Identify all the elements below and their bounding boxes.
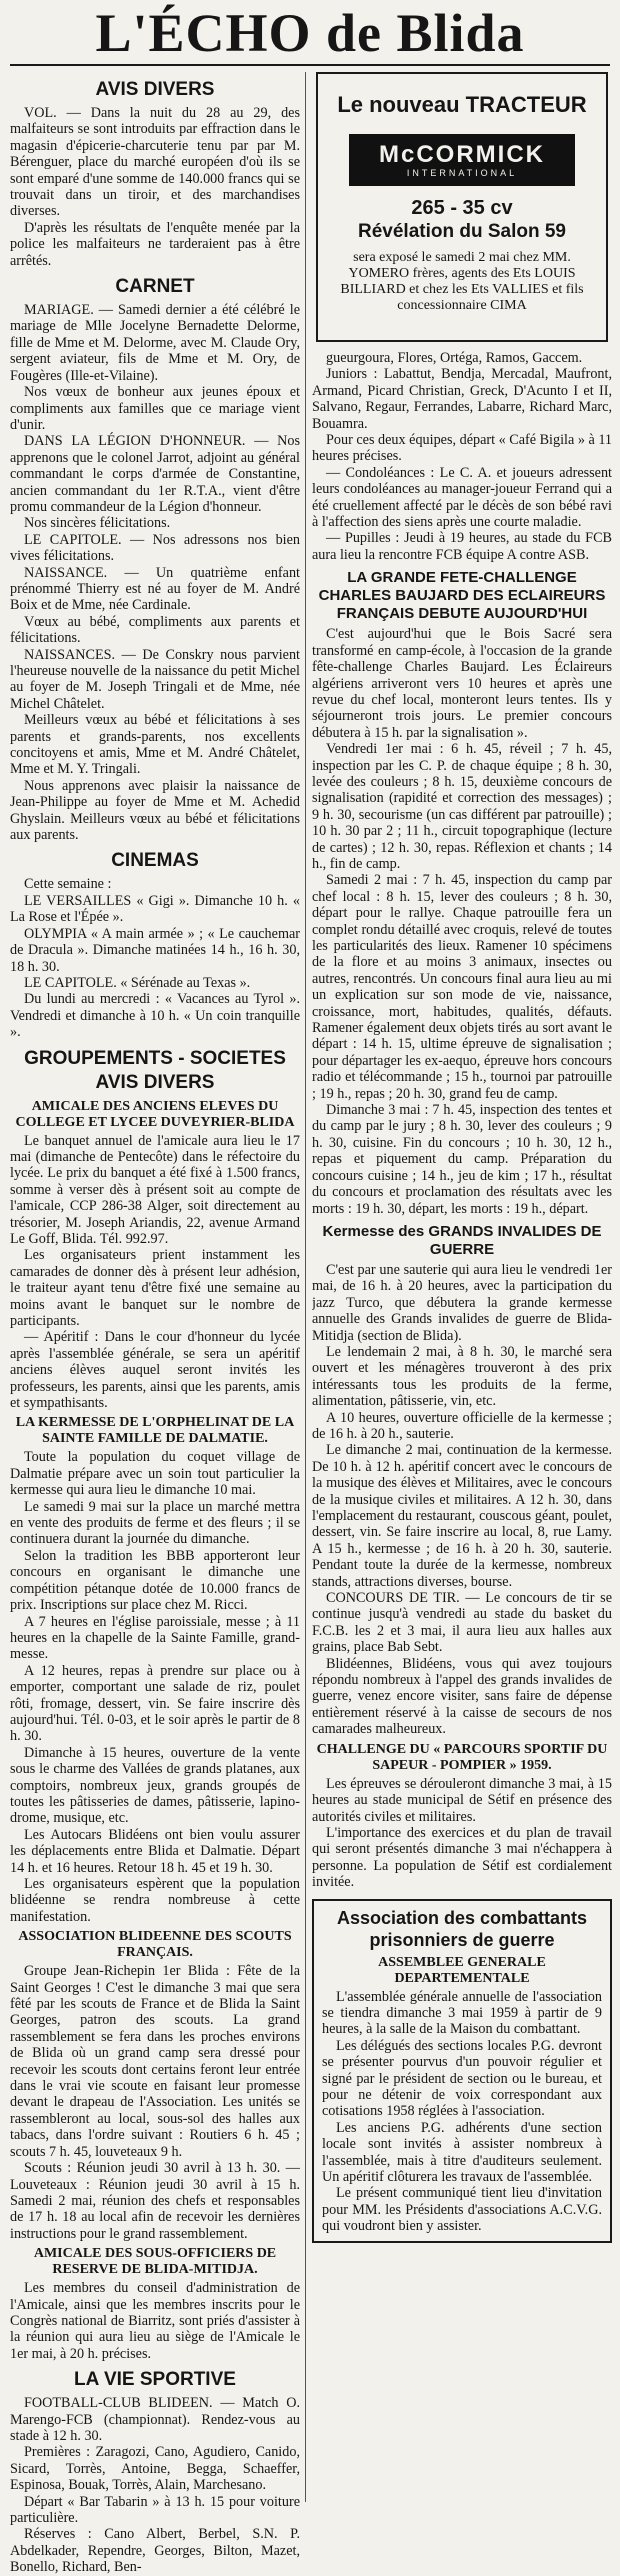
paragraph: Nos vœux de bonheur aux jeunes époux et compliments aux familles que ce mariage vient d'unir. — [10, 384, 300, 433]
section-heading: CINEMAS — [111, 850, 199, 872]
subheading: LA KERMESSE DE L'ORPHELINAT DE LA SAINTE FAMILLE DE DALMATIE. — [15, 1415, 295, 1447]
paragraph: Le banquet annuel de l'amicale aura lieu le 17 mai (dimanche de Pentecôte) dans le réfectoire du lycée. Le prix du banquet a été fixé à 1.500 francs, somme à verser dès à présent soit au compte de l'amicale, CCP 286-38 Alger, soit directement au trésorier, M. Joseph Ariandis, 22, avenue Armand Le Goff, Blida. Tél. 992.97. — [10, 1132, 300, 1247]
paragraph: Les délégués des sections locales P.G. devront se présenter pourvus d'un pouvoir régulier et signé par le président de section ou le bureau, et pour ne détenir de voix correspondant aux cotisations 1958 réglées à l'association. — [322, 2037, 602, 2120]
paragraph: Les épreuves se dérouleront dimanche 3 mai, à 15 heures au stade municipal de Sétif en présence des autorités civiles et militaires. — [312, 1775, 612, 1825]
paragraph: Dimanche 3 mai : 7 h. 45, inspection des tentes et du camp par le jury ; 8 h. 30, lever des couleurs ; 9 h. 30, cuisine. Fin du concours ; 10 h. 30, 12 h., repas et piquement du camp. Préparation du concours cuisine ; 14 h., jeu de kim ; 17 h., résultat du concours et proclamation des résultats avec les morts : 19 h. 30, départ, les morts : 19 h., départ. — [312, 1102, 612, 1217]
paragraph: Le dimanche 2 mai, continuation de la kermesse. De 10 h. à 12 h. apéritif concert avec le concours de la musique des élèves et Militaires, avec le concours de la musique civiles et militaires. A 12 h. 30, dans l'emplacement du restaurant, couscous géant, poulet, dessert, vin. Se faire inscrire au local, 8, rue Lamy. A 15 h., kermesse ; de 16 h. à 20 h. 30, sauterie. Pendant toute la durée de la kermesse, nombreux stands, attractions diverses, bourse. — [312, 1442, 612, 1590]
ad-text: sera exposé le samedi 2 mai chez MM. YOMERO frères, agents des Ets LOUIS BILLIARD et chez les Ets VALLIES et fils concessionnaire CIMA — [340, 250, 584, 313]
section-heading: LA VIE SPORTIVE — [74, 2369, 236, 2391]
column-right-body — [312, 350, 612, 1891]
paragraph: A 10 heures, ouverture officielle de la kermesse ; de 16 h. à 20 h., sauterie. — [312, 1409, 612, 1442]
tractor-advertisement — [316, 72, 608, 342]
mccormick-logo — [349, 134, 575, 186]
paragraph: Du lundi au mercredi : « Vacances au Tyrol ». Vendredi et dimanche à 10 h. « Un coin tranquille ». — [10, 991, 300, 1041]
paragraph: Selon la tradition les BBB apporteront leur concours en organisant le dimanche une compétition pétanque dotée de 10.000 francs de prix. Inscriptions sur place chez M. Ricci. — [10, 1547, 300, 1614]
ad-title: Le nouveau TRACTEUR — [337, 92, 587, 117]
paragraph: gueurgoura, Flores, Ortéga, Ramos, Gaccem. — [326, 350, 583, 366]
paragraph: Nous apprenons avec plaisir la naissance de Jean-Philippe au foyer de Mme et M. Achedid Ghyslain. Meilleurs vœux au bébé et félicitations aux parents. — [10, 777, 300, 844]
paragraph: D'après les résultats de l'enquête menée par la police les malfaiteurs ne tarderaient pas à être arrêtés. — [10, 219, 300, 269]
paragraph: NAISSANCE. — Un quatrième enfant prénommé Thierry est né au foyer de M. André Boix et de Mme, née Cardinale. — [10, 564, 300, 614]
paragraph: L'importance des exercices et du plan de travail qui seront présentés dimanche 3 mai n'échappera à personne. La population de Sétif est cordialement invitée. — [312, 1824, 612, 1891]
paragraph: Nos sincères félicitations. — [24, 515, 171, 532]
paragraph: Dimanche à 15 heures, ouverture de la vente sous le charme des Vallées de grands platanes, aux comptoirs, nombreux jeux, grands groupés de toutes les pâtisseries de dames, pâtisserie, lapino-drome, musique, etc. — [10, 1744, 300, 1827]
paragraph: LE VERSAILLES « Gigi ». Dimanche 10 h. « La Rose et l'Épée ». — [10, 892, 300, 926]
paragraph: LE CAPITOLE. — Nos adressons nos bien vives félicitations. — [10, 531, 300, 565]
paragraph: Le lendemain 2 mai, à 8 h. 30, le marché sera ouvert et les ménagères trouveront à des prix intéressants tous les produits de la ferme, alimentation, pâtisserie, vin, etc. — [312, 1343, 612, 1410]
paragraph: Blidéennes, Blidéens, vous qui avez toujours répondu nombreux à l'appel des grands invalides de guerre, venez encore visiter, sans faire de dépense entièrement réservé à la caisse de secours de nos camarades malheureux. — [312, 1655, 612, 1738]
paragraph: C'est par une sauterie qui aura lieu le vendredi 1er mai, de 16 h. à 20 heures, avec la participation du jazz Turco, que débutera la grande kermesse annuelle des Grands invalides de guerre de Blida-Mitidja (section de Blida). — [312, 1261, 612, 1344]
paragraph: Meilleurs vœux au bébé et félicitations à ses parents et grands-parents, nos excellents concitoyens et amis, Mme et M. André Châtelet, Mme et M. Y. Tringali. — [10, 712, 300, 778]
paragraph: Les anciens P.G. adhérents d'une section locale sont invités à assister nombreux à l'assemblée, mais à titre d'auditeurs seulement. Un apéritif clôturera les travaux de l'assemblée. — [322, 2119, 602, 2185]
ad-power: 265 - 35 cv — [411, 197, 513, 219]
paragraph: Groupe Jean-Richepin 1er Blida : Fête de la Saint Georges ! C'est le dimanche 3 mai que sera fêté par les scouts de France et de Blida la Saint Georges, patron des scouts. La grand rassemblement se fera dans les proches environs de Blida où un grand camp sera dressé pour recevoir les scouts dont certains feront leur entrée dans le vrai vie scoute en faisant leur promesse devant le drapeau de l'Association. Les unités se rassembleront au local, sous-sol des halles aux tabacs, dans l'ordre suivant : Routiers 6 h. 45 ; scouts 7 h. 45, louveteaux 9 h. — [10, 1963, 300, 2160]
paragraph: Vendredi 1er mai : 6 h. 45, réveil ; 7 h. 45, inspection par les C. P. de chaque équipe ; 8 h. 30, levée des couleurs ; 8 h. 15, deuxième concours de signalisation (rapidité et correction des messages) ; 9 h. 30, secourisme (un cas différent par patrouille) ; 10 h. 30 par 2 ; 11 h., circuit topographique (lecture de cartes) ; 12 h. 30, repas. Réflexion et chants ; 14 h., fin de camp. — [312, 741, 612, 872]
section-heading: CARNET — [115, 276, 195, 298]
paragraph: FOOTBALL-CLUB BLIDEEN. — Match O. Marengo-FCB (championnat). Rendez-vous au stade à 12 h. 30. — [10, 2395, 300, 2444]
column-right — [312, 72, 612, 2243]
subheading: ASSOCIATION BLIDEENNE DES SCOUTS FRANÇAIS. — [18, 1929, 292, 1961]
paragraph: Départ « Bar Tabarin » à 13 h. 15 pour voiture particulière. — [10, 2493, 300, 2526]
column-rule — [305, 72, 306, 2502]
subheading: AMICALE DES SOUS-OFFICIERS DE RESERVE DE BLIDA-MITIDJA. — [33, 2246, 277, 2278]
paragraph: OLYMPIA « A main armée » ; « Le cauchemar de Dracula ». Dimanche matinées 14 h., 16 h. 30, 18 h. 30. — [10, 925, 300, 975]
ad-brand-sub: INTERNATIONAL — [406, 167, 518, 178]
section-heading: AVIS DIVERS — [95, 79, 215, 100]
paragraph: LE CAPITOLE. « Sérénade au Texas ». — [24, 974, 251, 991]
paragraph: Le samedi 9 mai sur la place un marché mettra en vente des produits de ferme et des fleurs ; il se continuera durant la journée du dimanche. — [10, 1498, 300, 1548]
masthead-title: L'ÉCHO de Blida — [95, 3, 525, 63]
subheading: AMICALE DES ANCIENS ELEVES DU COLLEGE ET LYCEE DUVEYRIER-BLIDA — [15, 1098, 295, 1130]
paragraph: Toute la population du coquet village de Dalmatie prépare avec un soin tout particulier la kermesse qui aura lieu le dimanche 10 mai. — [10, 1449, 300, 1499]
masthead — [10, 2, 610, 66]
paragraph: NAISSANCES. — De Conskry nous parvient l'heureuse nouvelle de la naissance du petit Michel au foyer de M. Joseph Tringali et de Mme, née Michel Châtelet. — [10, 646, 300, 712]
paragraph: Les organisateurs espèrent que la population blidéenne se rendra nombreuse à cette manifestation. — [10, 1876, 300, 1925]
paragraph: MARIAGE. — Samedi dernier a été célébré le mariage de Mlle Jocelyne Bernadette Delorme, fille de Mme et M. Delorme, avec M. Claude Ory, sergent aviateur, fils de Mme et M. Ory, de Fougères (Ille-et-Vilaine). — [10, 302, 300, 384]
ad-reveal: Révélation du Salon 59 — [358, 221, 566, 242]
section-heading: GROUPEMENTS - SOCIETES AVIS DIVERS — [24, 1047, 286, 1093]
paragraph: A 12 heures, repas à prendre sur place ou à emporter, comportant une salade de riz, poulet rôti, fromage, dessert, vin. Se faire inscrire dès aujourd'hui. Tél. 0-03, et le soir après le partir de 8 h. 30. — [10, 1662, 300, 1745]
ad-brand: McCORMICK — [379, 140, 545, 168]
paragraph: Les membres du conseil d'administration de l'Amicale, ainsi que les membres inscrits pour le Congrès national de Biarritz, sont priés d'assister à la réunion qui aura lieu au siège de l'Amicale le 1er mai, à 20 h. précises. — [10, 2280, 300, 2362]
paragraph: A 7 heures en l'église paroissiale, messe ; à 11 heures en la chapelle de la Sainte Famille, grand-messe. — [10, 1613, 300, 1663]
paragraph: CONCOURS DE TIR. — Le concours de tir se continue jusqu'à vendredi au stade du basket du F.C.B. les 2 et 3 mai, il aura lieu aux halles aux grains, place Bab Sebt. — [312, 1590, 612, 1656]
subheading: CHALLENGE DU « PARCOURS SPORTIF DU SAPEUR - POMPIER » 1959. — [316, 1741, 608, 1773]
paragraph: L'assemblée générale annuelle de l'association se tiendra dimanche 3 mai 1959 à partir de 9 heures, à la salle de la Maison du combattant. — [322, 1988, 602, 2038]
paragraph: Premières : Zaragozi, Cano, Agudiero, Canido, Sicard, Torrès, Antoine, Begga, Schaeffer, Espinosa, Bouak, Torrès, Alain, Marchesano. — [10, 2444, 300, 2494]
paragraph: — Pupilles : Jeudi à 19 heures, au stade du FCB aura lieu la rencontre FCB équipe A contre ASB. — [312, 530, 612, 563]
paragraph: Vœux au bébé, compliments aux parents et félicitations. — [10, 613, 300, 647]
assoc-heading: Association des combattants prisonniers de guerre — [336, 1907, 588, 1950]
paragraph: Cette semaine : — [24, 876, 112, 893]
paragraph: Juniors : Labattut, Bendja, Mercadal, Maufront, Armand, Picard Christian, Greck, D'Acunto I et II, Salvano, Regaur, Ferrandes, Labarre, Richard Marc, Bouamra. — [312, 366, 612, 432]
paragraph: C'est aujourd'hui que le Bois Sacré sera transformé en camp-école, à l'occasion de la grande fête-challenge Charles Baujard. Les Éclaireurs algériens arriveront vers 10 heures et après une revue du chef local, monteront leurs tentes. Ils y séjourneront trois jours. Le premier concours débutera à 15 h. par la signalisation ». — [312, 626, 612, 741]
assoc-body — [322, 1989, 602, 2235]
paragraph: Les Autocars Blidéens ont bien voulu assurer les déplacements entre Blida et Dalmatie. Départ 14 h. et 16 heures. Retour 18 h. 45 et 19 h. 30. — [10, 1826, 300, 1876]
paragraph: — Condoléances : Le C. A. et joueurs adressent leurs condoléances au manager-joueur Ferrand qui a été cruellement affecté par le décès de son bébé ravi à l'affection des siens après une courte maladie. — [312, 464, 612, 531]
paragraph: DANS LA LÉGION D'HONNEUR. — Nos apprenons que le colonel Jarrot, adjoint au général commandant le corps d'armée de Constantine, ancien commandant du 1er R.T.A., vient d'être promu commandeur de la Légion d'honneur. — [10, 433, 300, 515]
paragraph: Pour ces deux équipes, départ « Café Bigila » à 11 heures précises. — [312, 432, 612, 465]
article-heading: Kermesse des GRANDS INVALIDES DE GUERRE — [322, 1222, 602, 1258]
article-heading: LA GRANDE FETE-CHALLENGE CHARLES BAUJARD DES ECLAIREURS FRANÇAIS DEBUTE AUJOURD'HUI — [318, 569, 606, 623]
association-box — [312, 1899, 612, 2243]
paragraph: Samedi 2 mai : 7 h. 45, inspection du camp par chef local : 8 h. 15, lever des couleurs ; 8 h. 30, départ pour le rallye. Chaque patrouille fera un complet rondu détaillé avec croquis, relevé de toutes les particularités des lieux. Ramener 10 spécimens de la flore et au moins 3 animaux, insectes ou autres, rencontrés. Un concours final aura lieu au mi un explication sur son mode de vie, naissance, croissance, mort, habitudes, qualités, défauts. Ramener également deux objets tirés au sort avant le départ : 14 h. 15, ultime épreuve de signalisation ; pour départager les ex-aequo, épreuve hors concours radio et télécommande ; 15 h., tournoi par patrouille ; 19 h., repas ; 20 h. 30, grand feu de camp. — [312, 872, 612, 1102]
paragraph: VOL. — Dans la nuit du 28 au 29, des malfaiteurs se sont introduits par effraction dans le magasin d'épicerie-charcuterie tenu par par M. Bérenguer, place du marché européen d'où ils se sont emparé d'une somme de 140.000 francs qui se trouvait dans un tiroir, et des marchandises diverses. — [10, 105, 300, 220]
paragraph: Réserves : Cano Albert, Berbel, S.N. P. Abdelkader, Rependre, Georges, Bilton, Mazet, Bonello, Richard, Ben- — [10, 2526, 300, 2576]
paragraph: — Apéritif : Dans le cour d'honneur du lycée après l'assemblée générale, se sera un apéritif anciens élèves auquel seront invités les professeurs, les parents, ainsi que les parents, amis et sympathisants. — [10, 1329, 300, 1412]
assoc-subheading: ASSEMBLEE GENERALE DEPARTEMENTALE — [378, 1954, 546, 1986]
paragraph: Scouts : Réunion jeudi 30 avril à 13 h. 30. — Louveteaux : Réunion jeudi 30 avril à 15 h. Samedi 2 mai, réunion des chefs et responsables de 17 h. 18 au local afin de recevoir les dernières instructions pour le grand rassemblement. — [10, 2160, 300, 2242]
paragraph: Le présent communiqué tient lieu d'invitation pour MM. les Présidents d'associations A.C.V.G. qui voudront bien y assister. — [322, 2185, 602, 2235]
column-left — [10, 72, 300, 2576]
paragraph: Les organisateurs prient instamment les camarades de donner dès à présent leur adhésion, le traiteur ayant tenu d'être fixé une semaine au moins avant le banquet sur le nombre de participants. — [10, 1247, 300, 1329]
